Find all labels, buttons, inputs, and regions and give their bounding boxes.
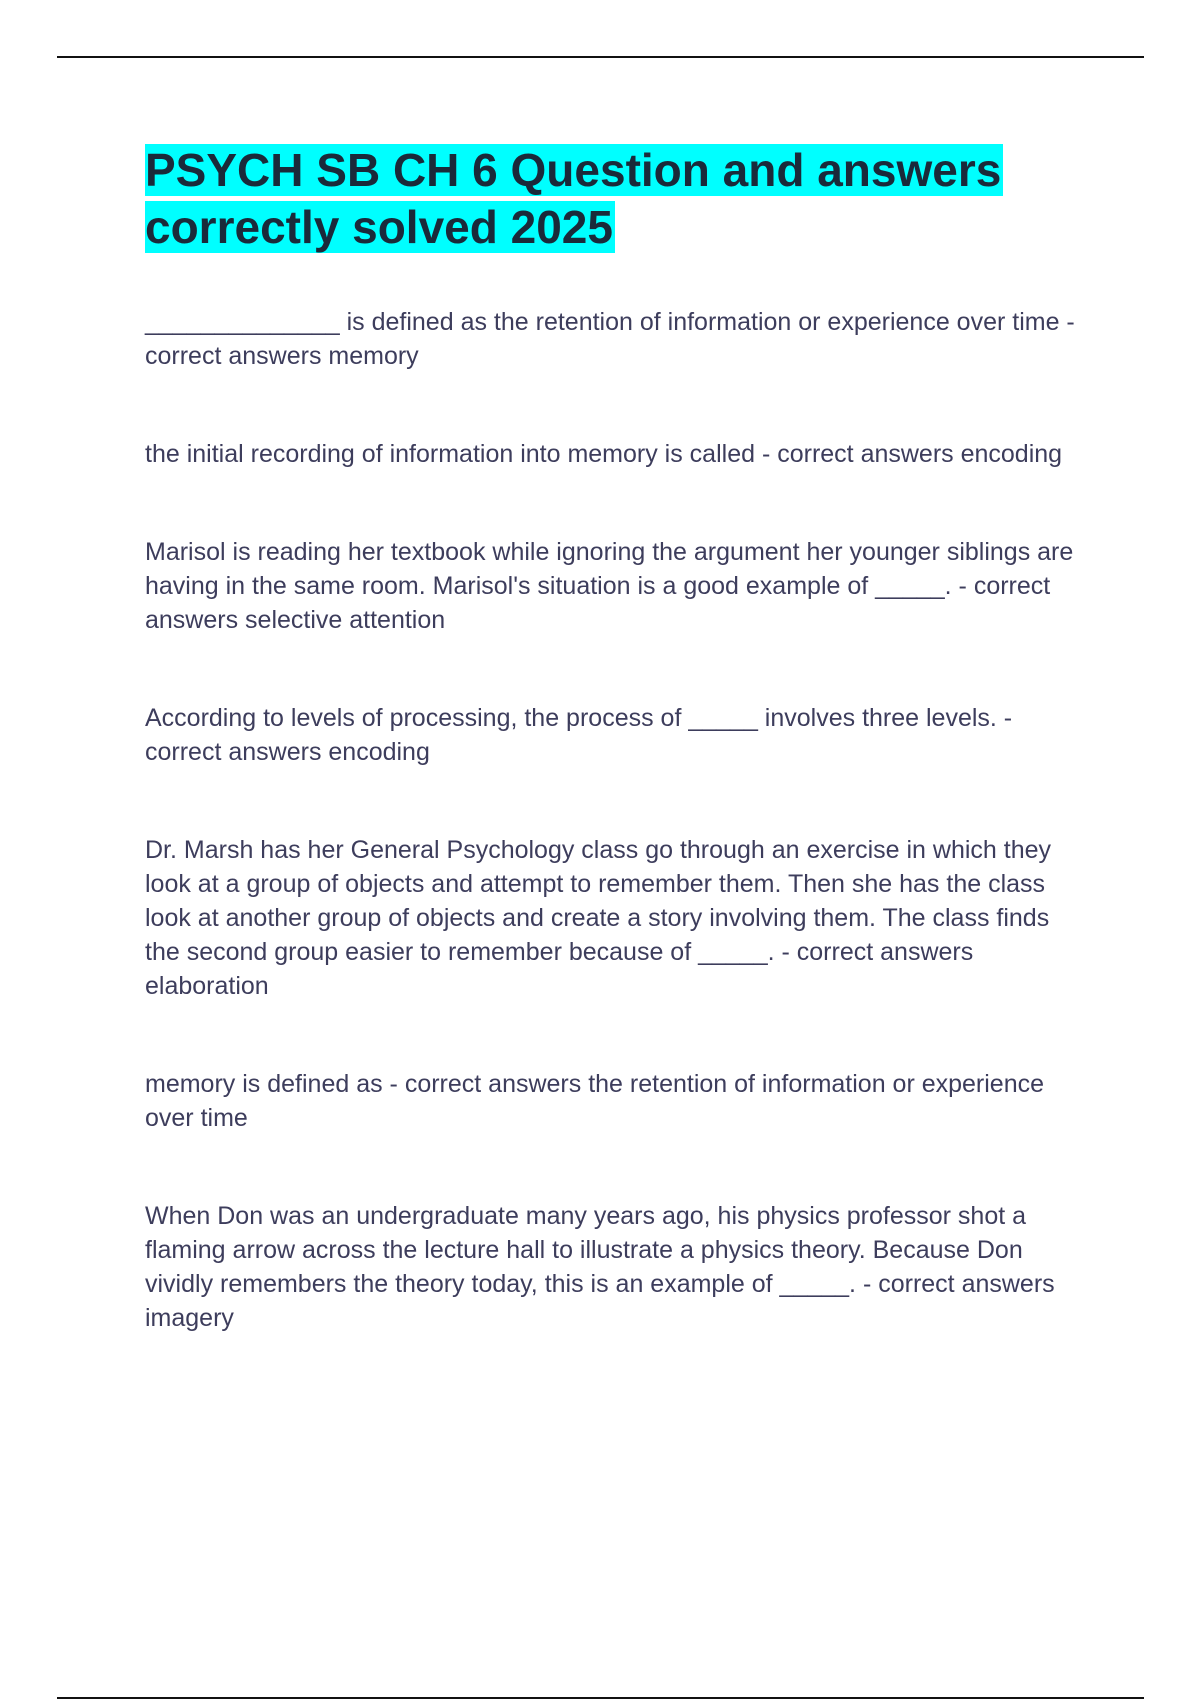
title-highlight: PSYCH SB CH 6 Question and answers correctly solved 2025 bbox=[145, 144, 1002, 253]
qa-item-2: the initial recording of information into memory is called - correct answers encoding bbox=[145, 440, 1063, 468]
qa-item-6: memory is defined as - correct answers the retention of information or experience over time bbox=[145, 1070, 1045, 1132]
qa-item-5: Dr. Marsh has her General Psychology class go through an exercise in which they look at a group of objects and attempt to remember them. Then she has the class look at another group of objects and create a story involving them. The class finds the second group easier to remember because of _____. - correct answers elaboration bbox=[145, 836, 1052, 1000]
qa-item-3: Marisol is reading her textbook while ignoring the argument her younger siblings are having in the same room. Marisol's situation is a good example of _____. - correct answers selective attention bbox=[145, 538, 1074, 634]
document-title bbox=[145, 142, 1045, 256]
qa-item-1: ______________ is defined as the retention of information or experience over time - correct answers memory bbox=[145, 308, 1075, 370]
top-rule bbox=[57, 56, 1144, 58]
bottom-rule bbox=[57, 1697, 1144, 1699]
qa-item-7: When Don was an undergraduate many years ago, his physics professor shot a flaming arrow across the lecture hall to illustrate a physics theory. Because Don vividly remembers the theory today, this is an example of _____. - correct answers imagery bbox=[145, 1202, 1055, 1332]
qa-list bbox=[145, 305, 1090, 1335]
qa-item-4: According to levels of processing, the process of _____ involves three levels. - correct answers encoding bbox=[145, 704, 1013, 766]
